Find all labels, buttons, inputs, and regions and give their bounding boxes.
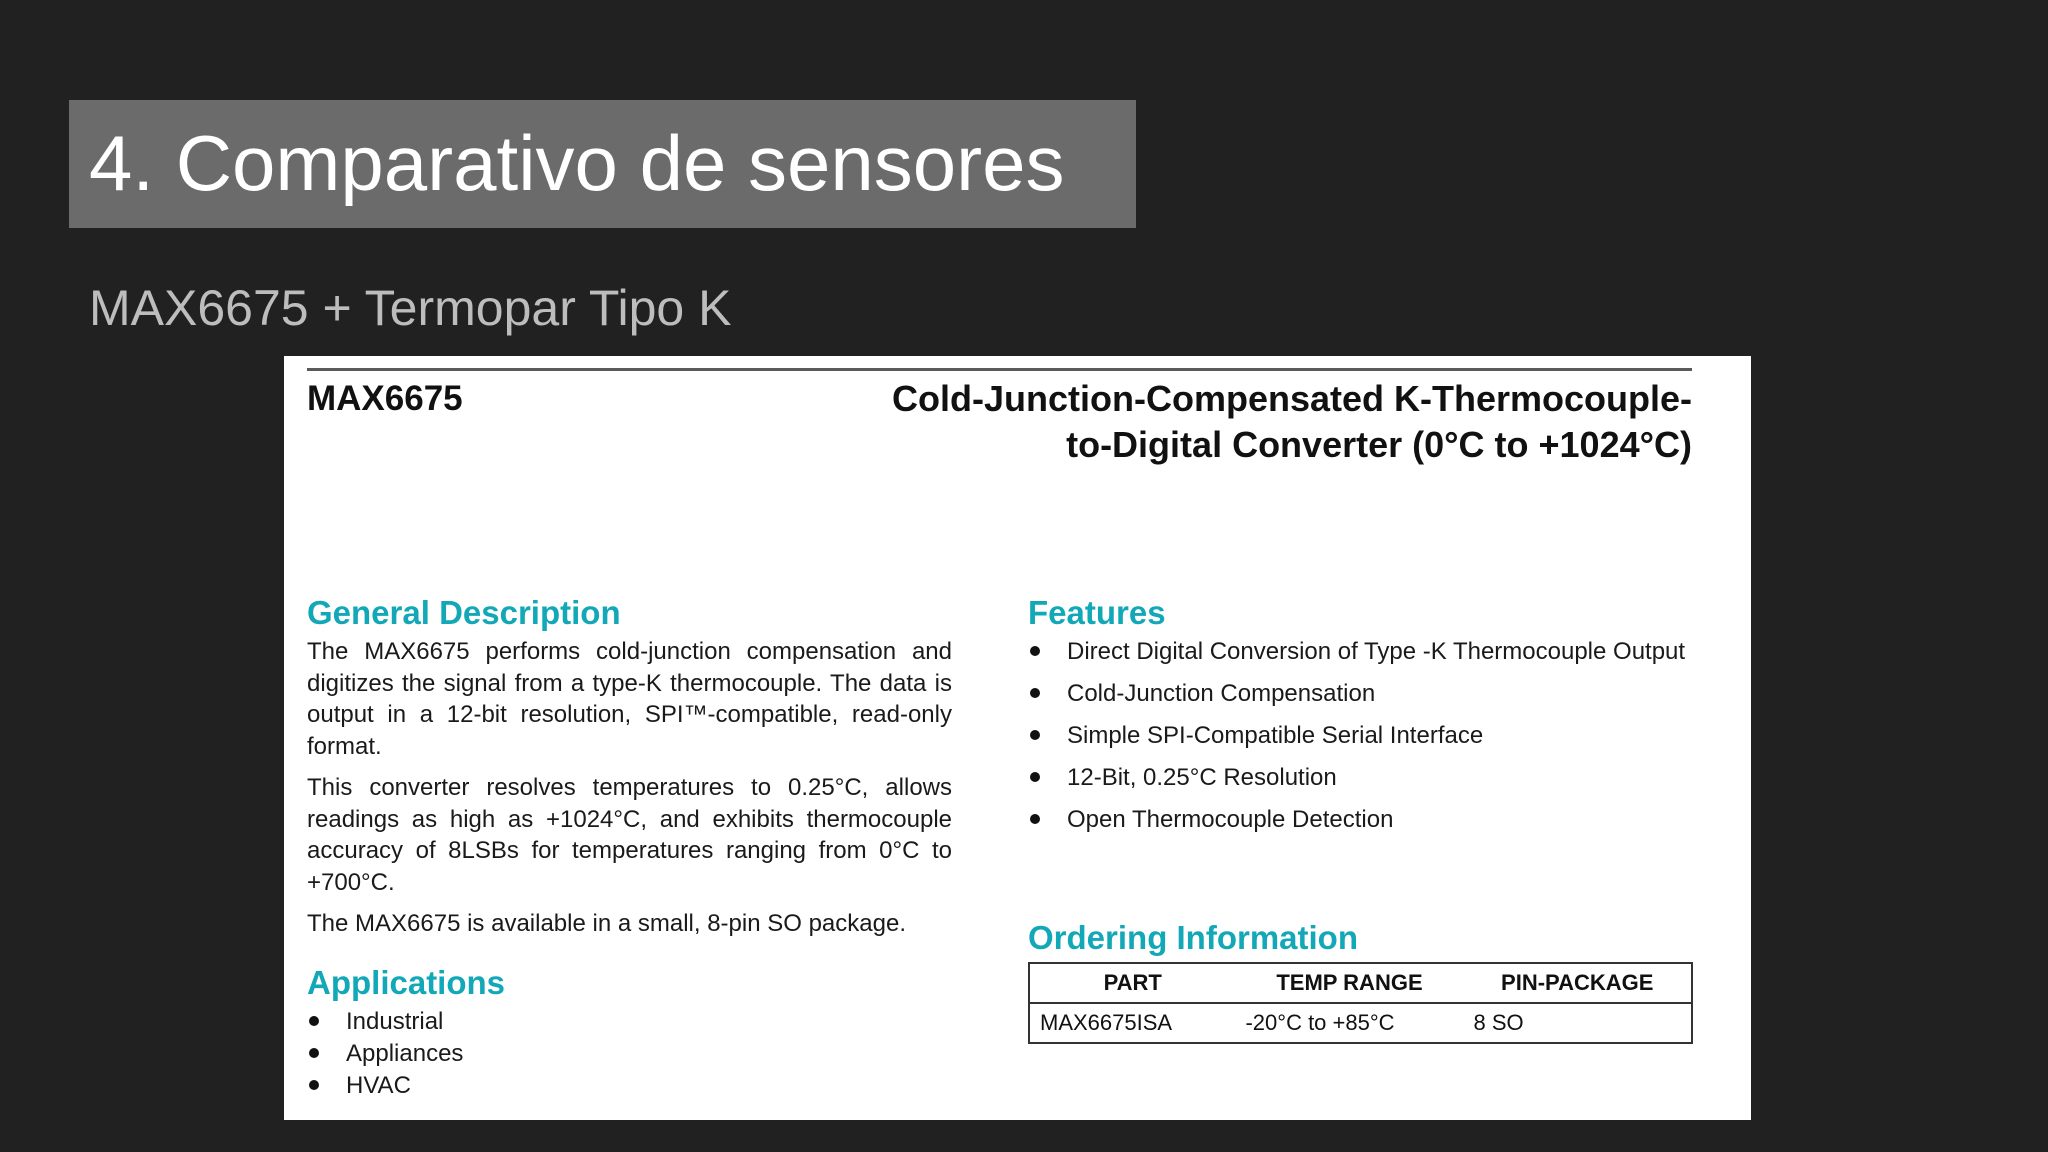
list-item xyxy=(307,1006,907,1038)
slide-subtitle: MAX6675 + Termopar Tipo K xyxy=(89,280,732,336)
ordering-information-title: Ordering Information xyxy=(1028,919,1358,956)
bullet-icon xyxy=(309,1016,319,1026)
column-header-temp-range: TEMP RANGE xyxy=(1235,963,1463,1003)
cell-temp-range: -20°C to +85°C xyxy=(1245,1010,1395,1035)
features-list xyxy=(1028,636,1688,846)
datasheet-heading-line1: Cold-Junction-Compensated K-Thermocouple- xyxy=(892,378,1692,419)
feature-label: Simple SPI-Compatible Serial Interface xyxy=(1067,722,1484,749)
list-item xyxy=(307,1038,907,1070)
slide-title: 4. Comparativo de sensores xyxy=(89,119,1065,207)
bullet-icon xyxy=(309,1048,319,1058)
general-description xyxy=(307,636,952,950)
table-row xyxy=(1029,1003,1692,1043)
datasheet-heading-line2: to-Digital Converter (0°C to +1024°C) xyxy=(1066,424,1692,465)
description-paragraph-3: The MAX6675 is available in a small, 8-pin SO package. xyxy=(307,910,906,937)
list-item xyxy=(1028,678,1688,710)
datasheet-image xyxy=(284,356,1751,1120)
list-item xyxy=(1028,804,1688,836)
bullet-icon xyxy=(309,1080,319,1090)
application-label: Appliances xyxy=(346,1040,464,1067)
datasheet-part-number: MAX6675 xyxy=(307,379,463,418)
column-header-part: PART xyxy=(1029,963,1235,1003)
cell-part: MAX6675ISA xyxy=(1040,1010,1173,1035)
ordering-table xyxy=(1028,962,1693,1044)
cell-pin-package: 8 SO xyxy=(1473,1010,1524,1035)
feature-label: Cold-Junction Compensation xyxy=(1067,680,1376,707)
bullet-icon xyxy=(1030,814,1040,824)
bullet-icon xyxy=(1030,772,1040,782)
applications-list xyxy=(307,1006,907,1102)
description-paragraph-2: This converter resolves temperatures to 0.25°C, allows readings as high as +1024°C, and exhibits thermocouple accuracy of 8LSBs for temperatures ranging from 0°C to +700°C. xyxy=(307,774,952,896)
features-title: Features xyxy=(1028,594,1166,631)
feature-label: Open Thermocouple Detection xyxy=(1067,806,1394,833)
bullet-icon xyxy=(1030,646,1040,656)
application-label: HVAC xyxy=(346,1072,411,1099)
title-box xyxy=(69,100,1136,228)
bullet-icon xyxy=(1030,730,1040,740)
list-item xyxy=(307,1070,907,1102)
list-item xyxy=(1028,636,1688,668)
list-item xyxy=(1028,762,1688,794)
datasheet-heading xyxy=(892,376,1692,468)
description-paragraph-1: The MAX6675 performs cold-junction compensation and digitizes the signal from a type-K thermocouple. The data is output in a 12-bit resolution, SPI™-compatible, read-only format. xyxy=(307,638,952,760)
bullet-icon xyxy=(1030,688,1040,698)
applications-title: Applications xyxy=(307,964,506,1001)
list-item xyxy=(1028,720,1688,752)
column-header-pin-package: PIN-PACKAGE xyxy=(1464,963,1693,1003)
feature-label: Direct Digital Conversion of Type -K Thermocouple Output xyxy=(1067,638,1686,665)
table-header-row xyxy=(1029,963,1692,1003)
datasheet-top-rule xyxy=(307,368,1692,371)
general-description-title: General Description xyxy=(307,594,621,631)
application-label: Industrial xyxy=(346,1008,444,1035)
feature-label: 12-Bit, 0.25°C Resolution xyxy=(1067,764,1337,791)
